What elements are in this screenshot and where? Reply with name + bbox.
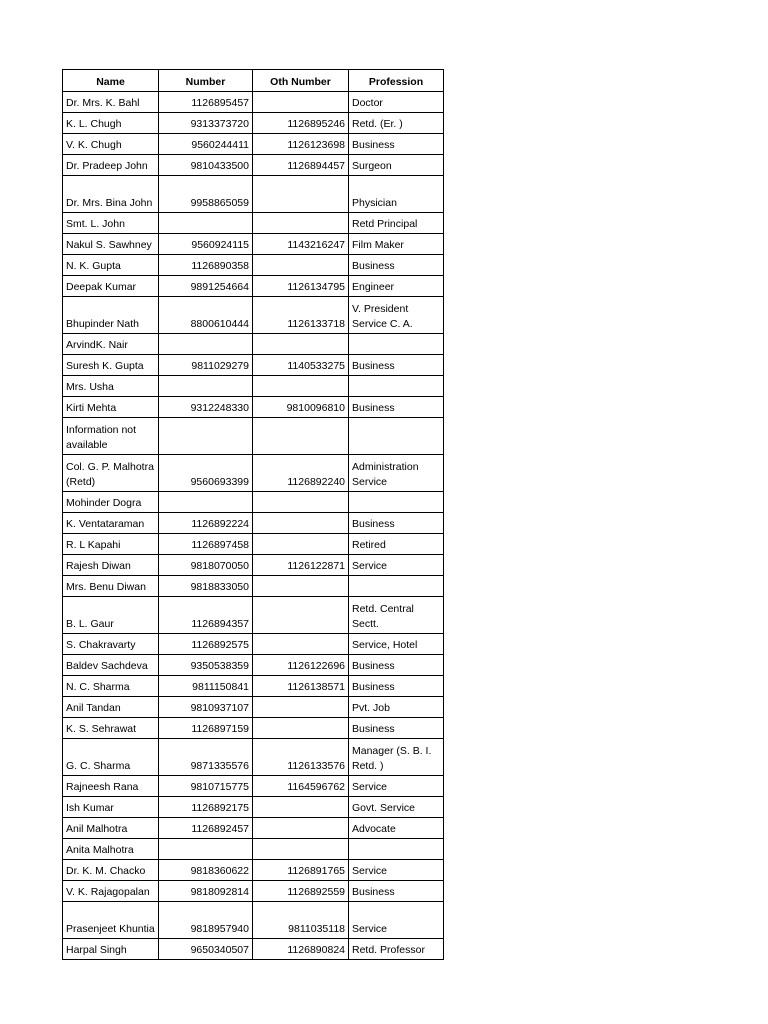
cell-name: B. L. Gaur [63, 597, 159, 634]
cell-profession: Film Maker [349, 234, 444, 255]
cell-oth-number [253, 213, 349, 234]
cell-oth-number: 1126890824 [253, 939, 349, 960]
cell-name: Anita Malhotra [63, 839, 159, 860]
cell-name: Prasenjeet Khuntia [63, 902, 159, 939]
cell-profession: Retired [349, 534, 444, 555]
cell-number [159, 213, 253, 234]
cell-profession: Service [349, 860, 444, 881]
table-row [63, 176, 444, 213]
cell-oth-number [253, 634, 349, 655]
cell-name: ArvindK. Nair [63, 334, 159, 355]
cell-name: V. K. Chugh [63, 134, 159, 155]
cell-name: Kirti Mehta [63, 397, 159, 418]
cell-oth-number: 9810096810 [253, 397, 349, 418]
cell-name: Mohinder Dogra [63, 492, 159, 513]
cell-name: V. K. Rajagopalan [63, 881, 159, 902]
table-row [63, 697, 444, 718]
cell-profession: Service [349, 555, 444, 576]
table-row [63, 213, 444, 234]
cell-name: Dr. Mrs. K. Bahl [63, 92, 159, 113]
cell-profession [349, 576, 444, 597]
cell-number: 9350538359 [159, 655, 253, 676]
cell-oth-number [253, 797, 349, 818]
cell-oth-number: 1164596762 [253, 776, 349, 797]
cell-name: Information not available [63, 418, 159, 455]
cell-profession [349, 492, 444, 513]
table-row [63, 234, 444, 255]
table-row [63, 634, 444, 655]
cell-oth-number: 1126134795 [253, 276, 349, 297]
table-row [63, 655, 444, 676]
cell-number: 1126892224 [159, 513, 253, 534]
table-row [63, 555, 444, 576]
cell-number [159, 418, 253, 455]
cell-number: 1126895457 [159, 92, 253, 113]
cell-number [159, 492, 253, 513]
cell-oth-number: 1126138571 [253, 676, 349, 697]
cell-name: Suresh K. Gupta [63, 355, 159, 376]
cell-profession: Business [349, 513, 444, 534]
cell-name: Anil Malhotra [63, 818, 159, 839]
cell-number: 1126892175 [159, 797, 253, 818]
table-row [63, 739, 444, 776]
cell-oth-number: 1126895246 [253, 113, 349, 134]
table-row [63, 797, 444, 818]
cell-name: Harpal Singh [63, 939, 159, 960]
cell-oth-number: 9811035118 [253, 902, 349, 939]
cell-oth-number [253, 418, 349, 455]
cell-name: Col. G. P. Malhotra (Retd) [63, 455, 159, 492]
cell-profession: Surgeon [349, 155, 444, 176]
cell-name: G. C. Sharma [63, 739, 159, 776]
cell-number: 9818833050 [159, 576, 253, 597]
header-row [63, 70, 444, 92]
cell-profession [349, 839, 444, 860]
cell-oth-number: 1126133718 [253, 297, 349, 334]
cell-name: Smt. L. John [63, 213, 159, 234]
table-row [63, 134, 444, 155]
cell-profession: Business [349, 397, 444, 418]
cell-number: 9958865059 [159, 176, 253, 213]
cell-name: Anil Tandan [63, 697, 159, 718]
table-row [63, 155, 444, 176]
table-row [63, 676, 444, 697]
cell-name: Rajesh Diwan [63, 555, 159, 576]
cell-profession: Business [349, 655, 444, 676]
cell-profession: Business [349, 718, 444, 739]
cell-oth-number [253, 513, 349, 534]
cell-oth-number [253, 376, 349, 397]
cell-profession: Govt. Service [349, 797, 444, 818]
cell-number [159, 839, 253, 860]
cell-oth-number: 1126892240 [253, 455, 349, 492]
cell-profession: Manager (S. B. I. Retd. ) [349, 739, 444, 776]
cell-name: Deepak Kumar [63, 276, 159, 297]
table-row [63, 818, 444, 839]
cell-oth-number: 1140533275 [253, 355, 349, 376]
cell-profession [349, 334, 444, 355]
cell-profession: Business [349, 676, 444, 697]
cell-number [159, 334, 253, 355]
cell-name: Bhupinder Nath [63, 297, 159, 334]
cell-number: 9818360622 [159, 860, 253, 881]
cell-name: K. S. Sehrawat [63, 718, 159, 739]
cell-number: 9818957940 [159, 902, 253, 939]
cell-oth-number [253, 818, 349, 839]
cell-number: 9811029279 [159, 355, 253, 376]
cell-profession: Pvt. Job [349, 697, 444, 718]
table-row [63, 718, 444, 739]
cell-oth-number: 1143216247 [253, 234, 349, 255]
cell-number [159, 376, 253, 397]
cell-number: 9810937107 [159, 697, 253, 718]
cell-number: 9810433500 [159, 155, 253, 176]
cell-profession: Service [349, 776, 444, 797]
table-row [63, 860, 444, 881]
cell-name: Rajneesh Rana [63, 776, 159, 797]
cell-oth-number: 1126133576 [253, 739, 349, 776]
cell-name: Nakul S. Sawhney [63, 234, 159, 255]
cell-name: Mrs. Usha [63, 376, 159, 397]
cell-name: Dr. K. M. Chacko [63, 860, 159, 881]
cell-profession: Retd. (Er. ) [349, 113, 444, 134]
table-row [63, 92, 444, 113]
cell-profession [349, 376, 444, 397]
cell-oth-number [253, 92, 349, 113]
table-row [63, 113, 444, 134]
header-profession: Profession [349, 70, 444, 92]
table-row [63, 334, 444, 355]
cell-name: N. K. Gupta [63, 255, 159, 276]
cell-profession: Engineer [349, 276, 444, 297]
cell-number: 9560244411 [159, 134, 253, 155]
table-row [63, 492, 444, 513]
cell-profession: Business [349, 134, 444, 155]
cell-name: Mrs. Benu Diwan [63, 576, 159, 597]
cell-oth-number: 1126892559 [253, 881, 349, 902]
table-row [63, 776, 444, 797]
cell-number: 1126892575 [159, 634, 253, 655]
table-row [63, 297, 444, 334]
table-row [63, 576, 444, 597]
cell-profession: Retd Principal [349, 213, 444, 234]
cell-name: S. Chakravarty [63, 634, 159, 655]
cell-number: 9560924115 [159, 234, 253, 255]
cell-oth-number [253, 334, 349, 355]
cell-profession: Advocate [349, 818, 444, 839]
cell-profession: Doctor [349, 92, 444, 113]
cell-oth-number [253, 697, 349, 718]
cell-number: 9811150841 [159, 676, 253, 697]
cell-number: 9818092814 [159, 881, 253, 902]
cell-number: 1126892457 [159, 818, 253, 839]
table-row [63, 418, 444, 455]
cell-oth-number [253, 176, 349, 213]
cell-profession: Administration Service [349, 455, 444, 492]
cell-profession: Business [349, 355, 444, 376]
header-name: Name [63, 70, 159, 92]
cell-oth-number [253, 597, 349, 634]
table-row [63, 534, 444, 555]
contact-table [62, 69, 444, 960]
table-row [63, 455, 444, 492]
cell-profession: V. President Service C. A. [349, 297, 444, 334]
cell-profession: Physician [349, 176, 444, 213]
cell-number: 1126894357 [159, 597, 253, 634]
table-row [63, 276, 444, 297]
table-row [63, 397, 444, 418]
cell-name: Baldev Sachdeva [63, 655, 159, 676]
cell-oth-number: 1126122696 [253, 655, 349, 676]
cell-oth-number: 1126894457 [253, 155, 349, 176]
table-row [63, 597, 444, 634]
table-row [63, 513, 444, 534]
cell-number: 9871335576 [159, 739, 253, 776]
cell-number: 9312248330 [159, 397, 253, 418]
table-body [63, 92, 444, 960]
cell-profession: Service [349, 902, 444, 939]
cell-number: 9818070050 [159, 555, 253, 576]
header-number: Number [159, 70, 253, 92]
cell-name: R. L Kapahi [63, 534, 159, 555]
cell-oth-number: 1126123698 [253, 134, 349, 155]
cell-profession: Retd. Professor [349, 939, 444, 960]
cell-profession [349, 418, 444, 455]
cell-number: 1126897458 [159, 534, 253, 555]
table-row [63, 355, 444, 376]
cell-name: Ish Kumar [63, 797, 159, 818]
table-row [63, 881, 444, 902]
cell-oth-number: 1126122871 [253, 555, 349, 576]
cell-profession: Service, Hotel [349, 634, 444, 655]
cell-number: 8800610444 [159, 297, 253, 334]
cell-number: 1126890358 [159, 255, 253, 276]
table-row [63, 376, 444, 397]
cell-name: Dr. Mrs. Bina John [63, 176, 159, 213]
cell-number: 9650340507 [159, 939, 253, 960]
table-row [63, 939, 444, 960]
cell-name: Dr. Pradeep John [63, 155, 159, 176]
cell-profession: Retd. Central Sectt. [349, 597, 444, 634]
table-row [63, 839, 444, 860]
header-oth-number: Oth Number [253, 70, 349, 92]
cell-number: 9560693399 [159, 455, 253, 492]
table-row [63, 902, 444, 939]
cell-oth-number [253, 534, 349, 555]
cell-name: K. Ventataraman [63, 513, 159, 534]
cell-name: N. C. Sharma [63, 676, 159, 697]
cell-oth-number [253, 839, 349, 860]
cell-number: 9810715775 [159, 776, 253, 797]
cell-number: 9313373720 [159, 113, 253, 134]
cell-oth-number: 1126891765 [253, 860, 349, 881]
table-row [63, 255, 444, 276]
cell-profession: Business [349, 255, 444, 276]
cell-number: 9891254664 [159, 276, 253, 297]
cell-name: K. L. Chugh [63, 113, 159, 134]
cell-oth-number [253, 718, 349, 739]
cell-oth-number [253, 576, 349, 597]
cell-profession: Business [349, 881, 444, 902]
cell-number: 1126897159 [159, 718, 253, 739]
cell-oth-number [253, 492, 349, 513]
cell-oth-number [253, 255, 349, 276]
